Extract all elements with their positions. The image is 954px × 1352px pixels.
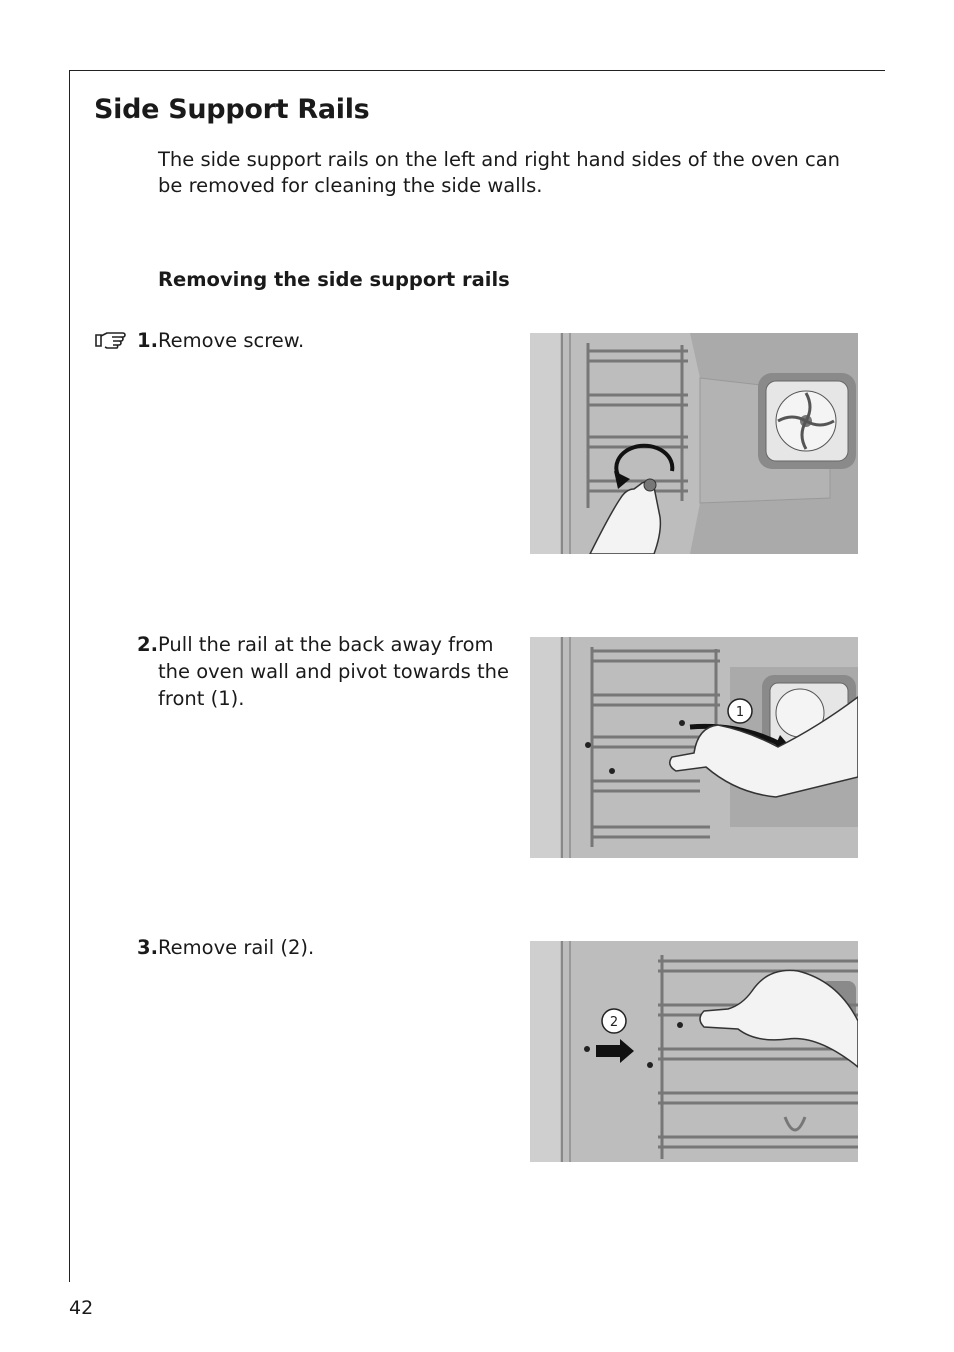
callout-1: 1	[735, 705, 745, 720]
step-number: 2.	[137, 633, 158, 656]
step-number: 3.	[137, 936, 158, 959]
callout-2: 2	[609, 1015, 619, 1030]
figure-remove-rail	[530, 941, 858, 1162]
page-frame-left	[69, 70, 70, 1282]
page-frame-top	[69, 70, 885, 71]
step-text: Remove screw.	[158, 329, 305, 352]
step-number: 1.	[137, 329, 158, 352]
step-text: Remove rail (2).	[158, 936, 315, 959]
intro-paragraph: The side support rails on the left and right hand sides of the oven can be removed for cleaning the side walls.	[158, 148, 841, 197]
figure-remove-screw	[530, 333, 858, 554]
section-subheading: Removing the side support rails	[158, 268, 510, 291]
page-title: Side Support Rails	[94, 94, 370, 125]
figure-pull-rail	[530, 637, 858, 858]
page-number: 42	[69, 1297, 94, 1319]
step-text: Pull the rail at the back away from the oven wall and pivot towards the front (1).	[158, 633, 510, 710]
pointing-hand-icon	[94, 328, 126, 350]
